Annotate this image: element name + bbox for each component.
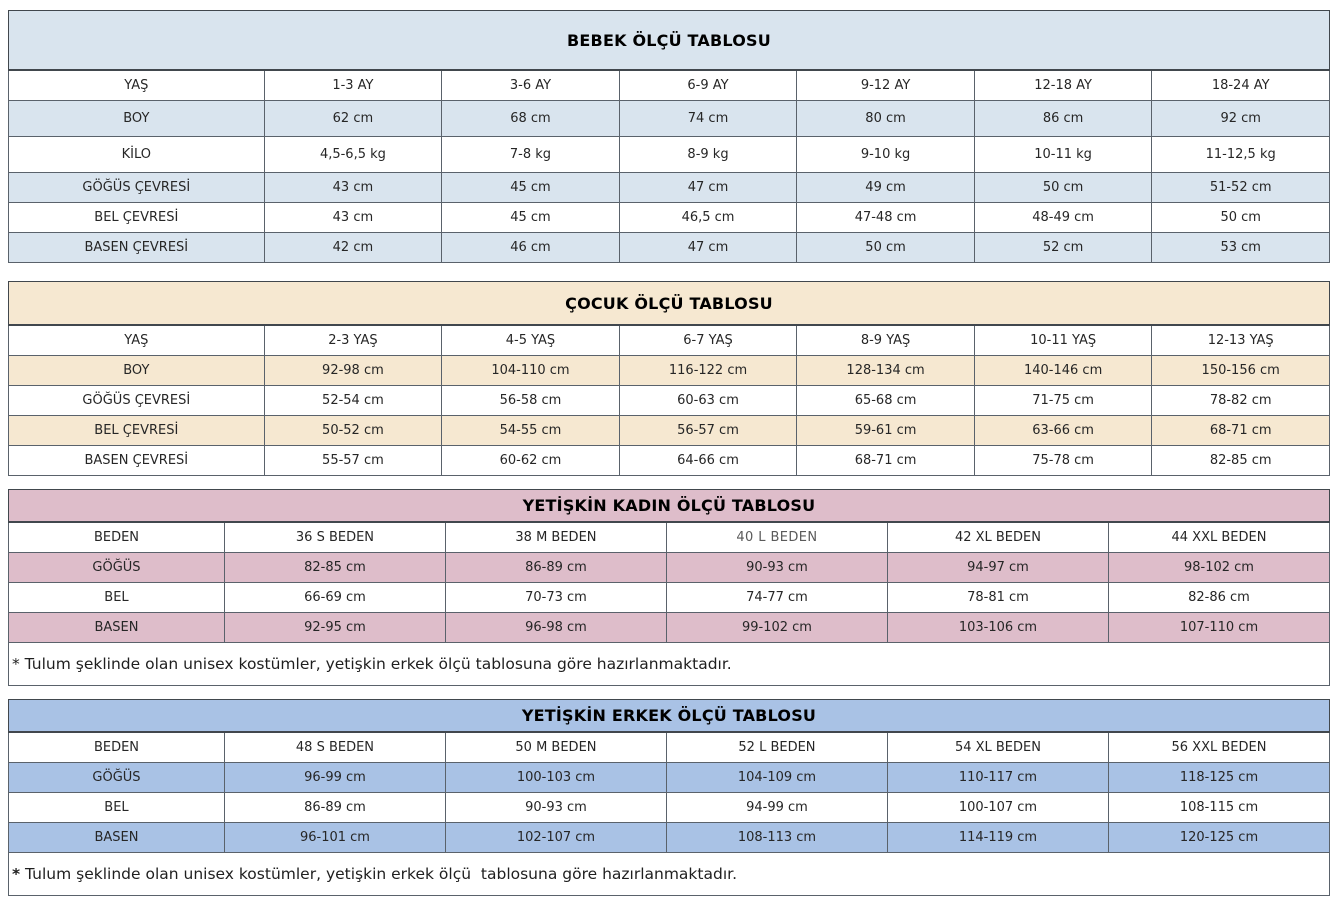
data-cell: 8-9 YAŞ [797,325,975,356]
row-label: BEDEN [9,732,225,763]
data-cell: 6-9 AY [619,70,797,101]
data-cell: 49 cm [797,173,975,203]
data-cell: 68-71 cm [797,446,975,476]
data-cell: 75-78 cm [974,446,1152,476]
data-cell: 60-62 cm [442,446,620,476]
size-table-adult-women [8,489,1330,686]
data-cell: 68 cm [442,101,620,137]
data-cell: 4,5-6,5 kg [264,137,442,173]
row-label: GÖĞÜS ÇEVRESİ [9,173,265,203]
size-table-child [8,281,1330,476]
data-cell: 110-117 cm [887,763,1108,793]
data-cell: 90-93 cm [666,553,887,583]
data-cell: 86-89 cm [224,793,445,823]
data-cell: 74-77 cm [666,583,887,613]
size-table-adult-men [8,699,1330,896]
row-label: BASEN ÇEVRESİ [9,233,265,263]
table-title: YETİŞKİN KADIN ÖLÇÜ TABLOSU [9,490,1330,523]
data-cell: 51-52 cm [1152,173,1330,203]
table-row [9,173,1330,203]
table-row [9,416,1330,446]
table-row [9,386,1330,416]
data-cell: 50 cm [974,173,1152,203]
row-label: BEL [9,583,225,613]
data-cell: 45 cm [442,173,620,203]
table-row [9,325,1330,356]
data-cell: 59-61 cm [797,416,975,446]
footnote-marker: * [12,655,20,673]
data-cell: 62 cm [264,101,442,137]
data-cell: 42 cm [264,233,442,263]
table-row [9,203,1330,233]
data-cell: 45 cm [442,203,620,233]
data-cell: 8-9 kg [619,137,797,173]
data-cell: 60-63 cm [619,386,797,416]
data-cell: 42 XL BEDEN [887,522,1108,553]
row-label: YAŞ [9,70,265,101]
data-cell: 92-98 cm [264,356,442,386]
data-cell: 12-18 AY [974,70,1152,101]
data-cell: 82-85 cm [224,553,445,583]
table-row [9,101,1330,137]
data-cell: 100-107 cm [887,793,1108,823]
data-cell: 94-99 cm [666,793,887,823]
data-cell: 18-24 AY [1152,70,1330,101]
data-cell: 38 M BEDEN [445,522,666,553]
footnote-row [9,643,1330,686]
data-cell: 52 L BEDEN [666,732,887,763]
size-table-baby [8,10,1330,263]
row-label: GÖĞÜS [9,553,225,583]
table-row [9,613,1330,643]
table-row [9,793,1330,823]
table-title-row [9,11,1330,71]
data-cell: 52 cm [974,233,1152,263]
data-cell: 10-11 kg [974,137,1152,173]
data-cell: 82-86 cm [1108,583,1329,613]
data-cell: 116-122 cm [619,356,797,386]
table-row [9,233,1330,263]
data-cell: 68-71 cm [1152,416,1330,446]
data-cell: 65-68 cm [797,386,975,416]
data-cell: 108-113 cm [666,823,887,853]
data-cell: 50-52 cm [264,416,442,446]
data-cell: 100-103 cm [445,763,666,793]
data-cell: 71-75 cm [974,386,1152,416]
data-cell: 86 cm [974,101,1152,137]
data-cell: 140-146 cm [974,356,1152,386]
data-cell: 92 cm [1152,101,1330,137]
data-cell: 92-95 cm [224,613,445,643]
data-cell: 54 XL BEDEN [887,732,1108,763]
data-cell: 66-69 cm [224,583,445,613]
data-cell: 48 S BEDEN [224,732,445,763]
table-title-row [9,490,1330,523]
data-cell: 80 cm [797,101,975,137]
row-label: GÖĞÜS [9,763,225,793]
data-cell: 44 XXL BEDEN [1108,522,1329,553]
row-label: BASEN [9,823,225,853]
data-cell: 9-12 AY [797,70,975,101]
data-cell: 47 cm [619,173,797,203]
data-cell: 36 S BEDEN [224,522,445,553]
data-cell: 118-125 cm [1108,763,1329,793]
data-cell: 46,5 cm [619,203,797,233]
table-title: ÇOCUK ÖLÇÜ TABLOSU [9,282,1330,326]
baby-table [8,10,1330,263]
data-cell: 90-93 cm [445,793,666,823]
table-row [9,553,1330,583]
row-label: BEL ÇEVRESİ [9,416,265,446]
row-label: GÖĞÜS ÇEVRESİ [9,386,265,416]
row-label: BASEN [9,613,225,643]
table-title-row [9,700,1330,733]
data-cell: 47-48 cm [797,203,975,233]
footnote-row [9,853,1330,896]
data-cell: 108-115 cm [1108,793,1329,823]
table-row [9,763,1330,793]
data-cell: 104-109 cm [666,763,887,793]
data-cell: 99-102 cm [666,613,887,643]
data-cell: 78-82 cm [1152,386,1330,416]
data-cell: 64-66 cm [619,446,797,476]
data-cell: 96-99 cm [224,763,445,793]
table-row [9,70,1330,101]
data-cell: 96-98 cm [445,613,666,643]
row-label: BOY [9,101,265,137]
data-cell: 96-101 cm [224,823,445,853]
data-cell: 128-134 cm [797,356,975,386]
data-cell: 104-110 cm [442,356,620,386]
data-cell: 150-156 cm [1152,356,1330,386]
data-cell: 98-102 cm [1108,553,1329,583]
data-cell: 3-6 AY [442,70,620,101]
data-cell: 43 cm [264,203,442,233]
data-cell: 107-110 cm [1108,613,1329,643]
row-label: KİLO [9,137,265,173]
table-title-row [9,282,1330,326]
table-row [9,137,1330,173]
data-cell: 94-97 cm [887,553,1108,583]
row-label: BEL [9,793,225,823]
data-cell: 6-7 YAŞ [619,325,797,356]
data-cell: 7-8 kg [442,137,620,173]
data-cell: 120-125 cm [1108,823,1329,853]
data-cell: 56-57 cm [619,416,797,446]
data-cell: 55-57 cm [264,446,442,476]
table-title: BEBEK ÖLÇÜ TABLOSU [9,11,1330,71]
data-cell: 52-54 cm [264,386,442,416]
data-cell: 47 cm [619,233,797,263]
data-cell: 74 cm [619,101,797,137]
table-row [9,823,1330,853]
table-footnote: * Tulum şeklinde olan unisex kostümler, yetişkin erkek ölçü tablosuna göre hazırlanmaktadır. [9,643,1330,686]
data-cell: 4-5 YAŞ [442,325,620,356]
data-cell: 9-10 kg [797,137,975,173]
table-row [9,446,1330,476]
table-row [9,522,1330,553]
data-cell: 102-107 cm [445,823,666,853]
table-row [9,583,1330,613]
data-cell: 11-12,5 kg [1152,137,1330,173]
data-cell: 48-49 cm [974,203,1152,233]
data-cell: 103-106 cm [887,613,1108,643]
adult-women-table [8,489,1330,686]
row-label: BEDEN [9,522,225,553]
footnote-marker: * [12,865,21,883]
data-cell: 50 cm [1152,203,1330,233]
data-cell: 50 M BEDEN [445,732,666,763]
table-row [9,732,1330,763]
data-cell: 56 XXL BEDEN [1108,732,1329,763]
data-cell: 2-3 YAŞ [264,325,442,356]
row-label: BASEN ÇEVRESİ [9,446,265,476]
table-row [9,356,1330,386]
data-cell: 54-55 cm [442,416,620,446]
row-label: BOY [9,356,265,386]
data-cell: 78-81 cm [887,583,1108,613]
table-title: YETİŞKİN ERKEK ÖLÇÜ TABLOSU [9,700,1330,733]
data-cell: 114-119 cm [887,823,1108,853]
data-cell: 50 cm [797,233,975,263]
data-cell: 56-58 cm [442,386,620,416]
data-cell: 1-3 AY [264,70,442,101]
data-cell: 63-66 cm [974,416,1152,446]
data-cell: 82-85 cm [1152,446,1330,476]
data-cell: 40 L BEDEN [666,522,887,553]
data-cell: 86-89 cm [445,553,666,583]
data-cell: 12-13 YAŞ [1152,325,1330,356]
data-cell: 53 cm [1152,233,1330,263]
data-cell: 10-11 YAŞ [974,325,1152,356]
table-footnote: * Tulum şeklinde olan unisex kostümler, yetişkin erkek ölçü tablosuna göre hazırlanmaktadır. [9,853,1330,896]
adult-men-table [8,699,1330,896]
data-cell: 46 cm [442,233,620,263]
child-table [8,281,1330,476]
row-label: YAŞ [9,325,265,356]
data-cell: 43 cm [264,173,442,203]
data-cell: 70-73 cm [445,583,666,613]
row-label: BEL ÇEVRESİ [9,203,265,233]
